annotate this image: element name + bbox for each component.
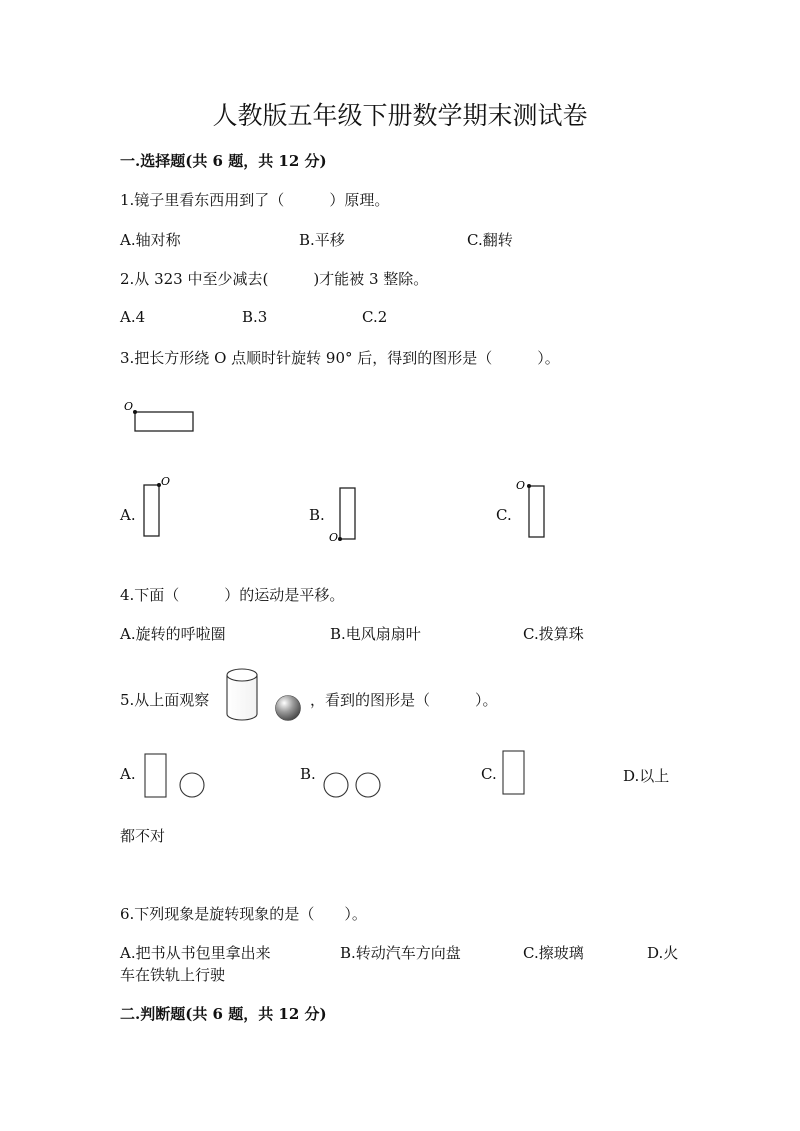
question-1-stem: 1.镜子里看东西用到了（ ）原理。 (120, 191, 390, 209)
circle-shape (180, 773, 204, 797)
question-3-option-a[interactable]: A. (120, 506, 136, 524)
question-6-option-b[interactable]: B.转动汽车方向盘 (340, 944, 461, 962)
question-4-option-c[interactable]: C.拨算珠 (523, 625, 584, 643)
rectangle-shape (135, 412, 193, 431)
rectangle-shape (503, 751, 524, 794)
question-3-option-b[interactable]: B. (309, 506, 325, 524)
question-5-option-d-continued: 都不对 (120, 827, 166, 845)
section-heading-judgement: 二.判断题(共 6 题，共 12 分) (120, 1005, 327, 1023)
question-2-stem: 2.从 323 中至少减去( )才能被 3 整除。 (120, 270, 429, 288)
point-o-label: O (124, 400, 134, 413)
question-1-option-b[interactable]: B.平移 (299, 231, 345, 249)
question-3-reference-figure (120, 400, 200, 436)
cylinder-icon (224, 666, 260, 724)
question-2-option-b[interactable]: B.3 (242, 308, 268, 326)
question-5-option-b-figure (320, 770, 386, 802)
sphere-icon (273, 695, 303, 725)
rectangle-shape (144, 485, 159, 536)
question-6-option-d[interactable]: D.火 (647, 944, 679, 962)
rectangle-shape (529, 486, 544, 537)
rectangle-shape (145, 754, 166, 797)
question-6-option-c[interactable]: C.擦玻璃 (523, 944, 584, 962)
point-o-label: O (516, 479, 526, 492)
question-3-option-a-figure (140, 475, 174, 542)
question-5-option-c[interactable]: C. (481, 765, 497, 783)
section-heading-choice: 一.选择题(共 6 题，共 12 分) (120, 152, 327, 170)
rectangle-shape (340, 488, 355, 539)
question-5-option-a[interactable]: A. (120, 765, 136, 783)
question-2-option-c[interactable]: C.2 (362, 308, 388, 326)
question-6-option-a[interactable]: A.把书从书包里拿出来 (120, 944, 271, 962)
question-4-option-b[interactable]: B.电风扇扇叶 (330, 625, 421, 643)
question-6-stem: 6.下列现象是旋转现象的是（ ）。 (120, 905, 367, 923)
question-5-stem-after: ，看到的图形是（ ）。 (310, 691, 498, 709)
question-5-option-b[interactable]: B. (300, 765, 316, 783)
pivot-dot (527, 484, 531, 488)
question-5-option-d[interactable]: D.以上 (623, 767, 670, 785)
pivot-dot (133, 410, 137, 414)
question-3-stem: 3.把长方形绕 O 点顺时针旋转 90° 后，得到的图形是（ ）。 (120, 349, 560, 367)
page-title: 人教版五年级下册数学期末测试卷 (212, 101, 588, 130)
question-1-option-a[interactable]: A.轴对称 (120, 231, 181, 249)
question-5-option-a-figure (142, 752, 210, 800)
point-o-label: O (329, 531, 339, 544)
question-3-option-c-figure (513, 479, 547, 541)
question-1-option-c[interactable]: C.翻转 (467, 231, 513, 249)
circle-shape (356, 773, 380, 797)
question-6-option-d-continued: 车在铁轨上行驶 (120, 966, 226, 984)
question-2-option-a[interactable]: A.4 (120, 308, 146, 326)
question-4-option-a[interactable]: A.旋转的呼啦圈 (120, 625, 226, 643)
circle-shape (324, 773, 348, 797)
question-4-stem: 4.下面（ ）的运动是平移。 (120, 586, 345, 604)
pivot-dot (338, 537, 342, 541)
question-5-option-c-figure (500, 748, 530, 798)
question-3-option-c[interactable]: C. (496, 506, 512, 524)
question-3-option-b-figure (325, 484, 359, 546)
question-5-stem-before: 5.从上面观察 (120, 691, 210, 709)
point-o-label: O (161, 475, 171, 488)
